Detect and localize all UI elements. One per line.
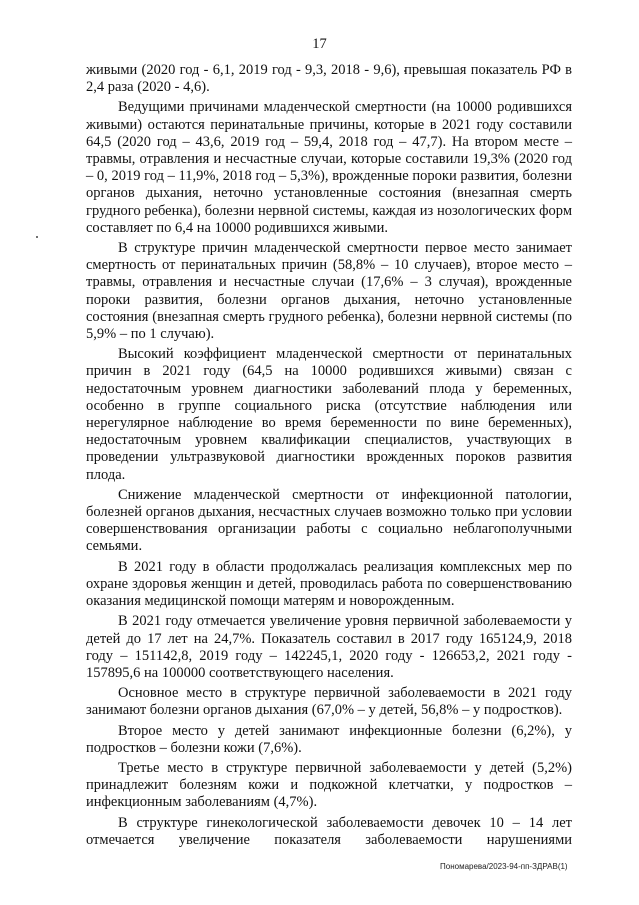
document-body (86, 62, 572, 852)
paragraph: Снижение младенческой смертности от инфекционной патологии, болезней органов дыхания, несчастных случаев возможно только при условии совершенствования организации работы с социально неблагополучными семьями. (86, 486, 572, 555)
paragraph: В структуре причин младенческой смертности первое место занимает смертность от перинатальных причин (58,8% – 10 случаев), второе место – травмы, отравления и несчастные случаи (17,6% – 3 случая), врожденные пороки развития, болезни органов дыхания, неточно установленные состояния (внезапная смерть грудного ребенка), болезни нервной системы (по 5,9% – по 1 случаю). (86, 240, 572, 343)
page-number: 17 (312, 36, 327, 52)
paragraph: живыми (2020 год - 6,1, 2019 год - 9,3, 2018 - 9,6), превышая показатель РФ в 2,4 раза (2020 - 4,6). (86, 62, 572, 96)
paragraph: Высокий коэффициент младенческой смертности от перинатальных причин в 2021 году (64,5 на 10000 родившихся живыми) связан с недостаточным уровнем диагностики заболеваний плода у беременных, особенно в группе социального риска (отсутствие наблюдения или нерегулярное наблюдение во время беременности по вине беременных), недостаточным уровнем квалификации специалистов, участвующих в проведении ультразвуковой диагностики врожденных пороков развития плода. (86, 346, 572, 483)
paragraph: Третье место в структуре первичной заболеваемости у детей (5,2%) принадлежит болезням кожи и подкожной клетчатки, у подростков – инфекционным заболеваниям (4,7%). (86, 759, 572, 811)
paragraph: В структуре гинекологической заболеваемости девочек 10 – 14 лет отмечается увеличение показателя заболеваемости нарушениями (86, 814, 572, 848)
scan-speck (36, 236, 38, 238)
paragraph: Второе место у детей занимают инфекционные болезни (6,2%), у подростков – болезни кожи (7,6%). (86, 722, 572, 756)
paragraph: Ведущими причинами младенческой смертности (на 10000 родившихся живыми) остаются перинатальные причины, которые в 2021 году составили 64,5 (2020 год – 43,6, 2019 год – 59,4, 2018 год – 47,7). На втором месте – травмы, отравления и несчастные случаи, которые составили 19,3% (2020 год – 0, 2019 год – 11,9%, 2018 год – 5,3%), врожденные пороки развития, болезни органов дыхания, неточно установленные состояния (внезапная смерть грудного ребенка), болезни нервной системы, каждая из нозологических форм составляет по 6,4 на 10000 родившихся живыми. (86, 99, 572, 236)
paragraph: В 2021 году отмечается увеличение уровня первичной заболеваемости у детей до 17 лет на 24,7%. Показатель составил в 2017 году 165124,9, 2018 году – 151142,8, 2019 году – 142245,1, 2020 году - 126653,2, 2021 году - 157895,6 на 100000 соответствующего населения. (86, 613, 572, 681)
document-footer-id: Пономарева/2023-94-пп-ЗДРАВ(1) (440, 862, 568, 871)
paragraph: В 2021 году в области продолжалась реализация комплексных мер по охране здоровья женщин и детей, проводилась работа по совершенствованию оказания медицинской помощи матерям и новорожденным. (86, 558, 572, 610)
paragraph: Основное место в структуре первичной заболеваемости в 2021 году занимают болезни органов дыхания (67,0% – у детей, 56,8% – у подростков). (86, 685, 572, 719)
